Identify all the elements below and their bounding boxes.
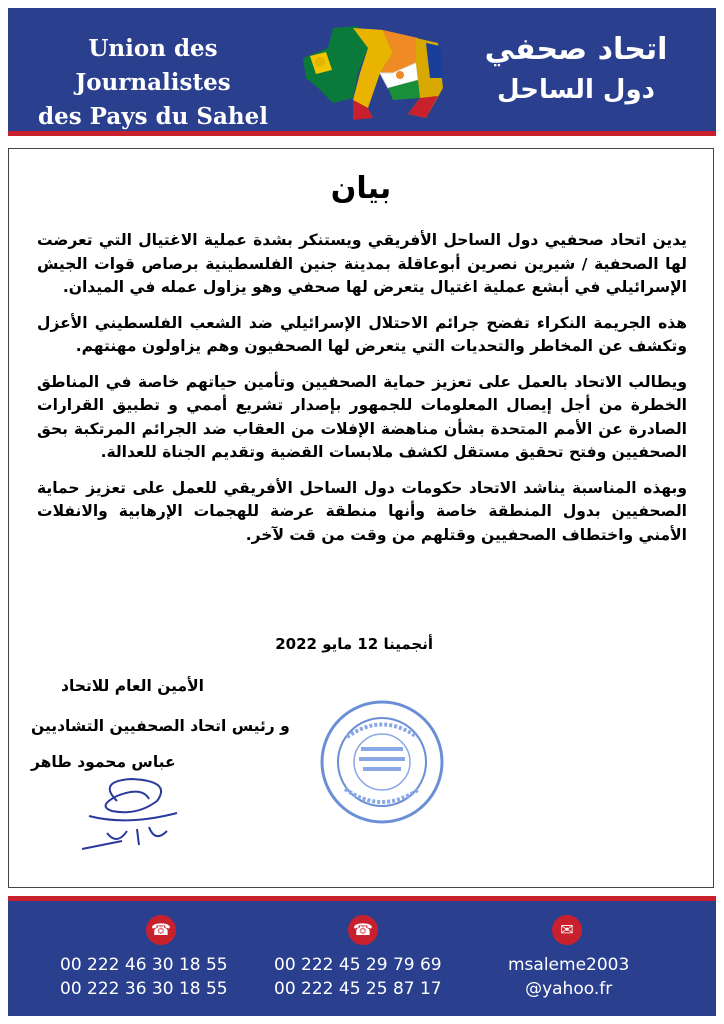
- french-line-1: Union des Journalistes: [75, 35, 231, 96]
- letterhead: [8, 8, 716, 136]
- phone-icon: ☎: [146, 915, 176, 945]
- signatory-title: الأمين العام للاتحاد: [61, 677, 204, 695]
- paragraph-2: هذه الجريمة النكراء تفضح جرائم الاحتلال الإسرائيلي ضد الشعب الفلسطيني الأعزل وتكشف عن المخاطر والتحديات التي يتعرض لها الصحفيون وهم يزاولون مهنتهم.: [37, 313, 687, 355]
- arabic-line-1: اتحاد صحفي: [484, 32, 668, 67]
- french-line-2: des Pays du Sahel: [38, 103, 268, 130]
- signatory-position: و رئيس اتحاد الصحفيين التشاديين: [31, 717, 290, 735]
- paragraph-4: وبهذه المناسبة يناشد الاتحاد حكومات دول الساحل الأفريقي للعمل على تعزيز حماية الصحفيين بدول المنطقة خاصة وأنها منطقة عرضة للهجمات الإرهابية والانفلات الأمني واختطاف الصحفيين وقتلهم من وقت من قت لآخر.: [37, 478, 687, 544]
- statement-body: [37, 229, 687, 559]
- handwritten-signature: [77, 771, 187, 855]
- paragraph-3: ويطالب الاتحاد بالعمل على تعزيز حماية الصحفيين وتأمين حياتهم خاصة في المناطق الخطرة من أجل إيصال المعلومات للجمهور بإصدار تشريع أممي و تطبيق القرارات الصادرة عن الأمم المتحدة بشأن مناهضة الإفلات من العقاب ضد الجرائم المرتكبة بحق الصحفيين وفتح تحقيق مستقل لكشف ملابسات القضية وتقديم الجناة للعدالة.: [37, 372, 687, 461]
- mail-icon: ✉: [552, 915, 582, 945]
- phone-number: 00 222 46 30 18 55: [60, 955, 228, 975]
- official-stamp: [317, 697, 447, 827]
- paragraph-1: يدين اتحاد صحفيي دول الساحل الأفريقي ويستنكر بشدة عملية الاغتيال التي تعرضت لها الصحفية / شيرين نصرين أبوعاقلة بمدينة جنين الفلسطينية برصاص قوات الجيش الإسرائيلي في أبشع عملية اغتيال يتعرض لها صحفي وهو يزاول عمله في الميدان.: [37, 231, 687, 296]
- email-address: [508, 953, 629, 1001]
- statement-date: أنجمينا 12 مايو 2022: [275, 635, 433, 653]
- signatory-name: عباس محمود طاهر: [31, 753, 176, 771]
- arabic-line-2: دول الساحل: [497, 75, 655, 105]
- email-domain: @yahoo.fr: [525, 979, 613, 999]
- phone-numbers-2: [274, 953, 442, 1001]
- statement-title: بيان: [330, 171, 392, 206]
- sahel-map-logo: [298, 18, 448, 128]
- union-name-french: [18, 32, 288, 134]
- contact-footer: [8, 896, 716, 1016]
- email-user: msaleme2003: [508, 955, 630, 975]
- phone-numbers-1: [60, 953, 228, 1001]
- phone-number: 00 222 45 29 79 69: [274, 955, 442, 975]
- statement-frame: [8, 148, 714, 888]
- phone-number: 00 222 45 25 87 17: [274, 979, 442, 999]
- union-name-arabic: [466, 30, 686, 110]
- phone-icon: ☎: [348, 915, 378, 945]
- phone-number: 00 222 36 30 18 55: [60, 979, 228, 999]
